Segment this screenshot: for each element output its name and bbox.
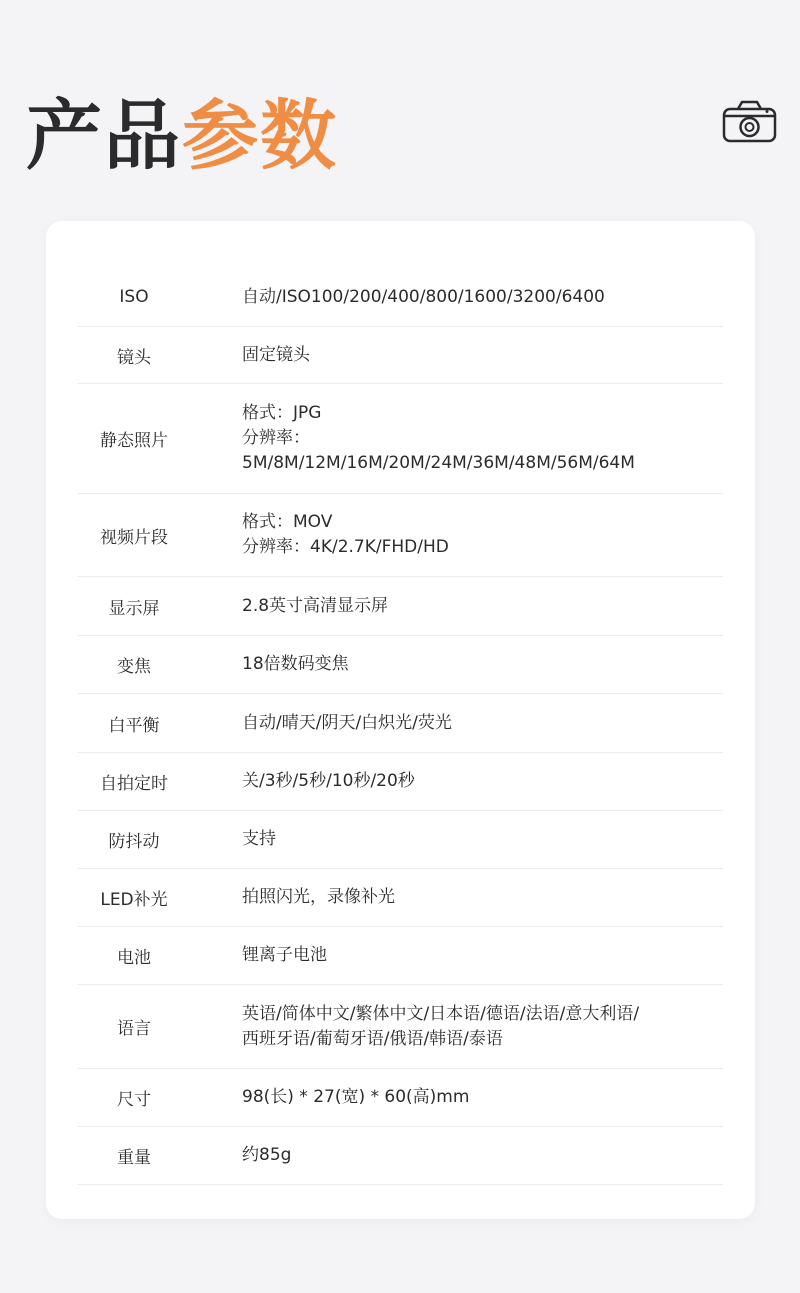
spec-row-led (78, 869, 723, 927)
spec-value-line: 拍照闪光，录像补光 (242, 887, 395, 907)
page-title (26, 88, 338, 184)
spec-value-line: 分辨率：4K/2.7K/FHD/HD (242, 537, 449, 557)
spec-label: 重量 (117, 1148, 151, 1168)
spec-value (242, 1085, 723, 1110)
spec-label: 防抖动 (108, 832, 160, 852)
spec-value (242, 943, 723, 968)
spec-row-self-timer (78, 753, 723, 811)
spec-row-stabilization (78, 811, 723, 869)
spec-row-photo (78, 384, 723, 494)
camera-icon (722, 99, 777, 144)
spec-value-line: 5M/8M/12M/16M/20M/24M/36M/48M/56M/64M (242, 453, 635, 473)
spec-row-iso (78, 268, 723, 327)
page-title-part2: 参数 (182, 91, 338, 180)
spec-value (242, 827, 723, 852)
spec-value-line: 分辨率： (242, 428, 310, 448)
spec-label: 变焦 (117, 657, 151, 677)
page-title-part1: 产品 (26, 91, 182, 180)
spec-value (242, 769, 723, 794)
spec-label: 语言 (117, 1019, 151, 1039)
spec-value (242, 885, 723, 910)
spec-label: 静态照片 (100, 431, 168, 451)
spec-value (242, 1143, 723, 1168)
spec-value-line: 2.8英寸高清显示屏 (242, 595, 389, 616)
spec-value (242, 711, 723, 736)
spec-value (242, 343, 723, 368)
spec-label: ISO (119, 287, 149, 307)
spec-row-display (78, 577, 723, 636)
spec-row-video (78, 494, 723, 577)
spec-row-zoom (78, 636, 723, 694)
spec-row-white-balance (78, 694, 723, 753)
spec-value (242, 285, 723, 310)
spec-row-language (78, 985, 723, 1069)
spec-card (46, 221, 755, 1219)
spec-value-line: 自动/ISO100/200/400/800/1600/3200/6400 (242, 286, 605, 307)
spec-value-line: 锂离子电池 (242, 945, 327, 965)
spec-value-line: 18倍数码变焦 (242, 654, 349, 674)
spec-label: 白平衡 (108, 715, 160, 736)
spec-label: LED补光 (100, 890, 168, 910)
spec-value-line: 98(长) * 27(宽) * 60(高)mm (242, 1087, 470, 1107)
spec-row-lens (78, 327, 723, 384)
spec-value (242, 510, 723, 560)
spec-row-weight (78, 1127, 723, 1185)
spec-value-line: 英语/简体中文/繁体中文/日本语/德语/法语/意大利语/ (242, 1003, 640, 1024)
spec-label: 镜头 (117, 347, 151, 368)
spec-value-line: 关/3秒/5秒/10秒/20秒 (242, 771, 415, 791)
spec-label: 电池 (117, 948, 151, 968)
spec-value (242, 1002, 723, 1052)
spec-label: 视频片段 (100, 527, 168, 548)
spec-label: 尺寸 (117, 1090, 151, 1110)
spec-row-battery (78, 927, 723, 985)
spec-value-line: 格式：JPG (242, 403, 322, 423)
spec-value (242, 594, 723, 619)
spec-row-size (78, 1069, 723, 1127)
spec-value-line: 支持 (242, 829, 276, 849)
spec-label: 显示屏 (108, 598, 160, 619)
spec-value-line: 格式：MOV (242, 512, 333, 532)
spec-table (78, 268, 723, 1185)
spec-value-line: 固定镜头 (242, 344, 310, 365)
spec-value-line: 约85g (242, 1145, 292, 1165)
spec-value (242, 652, 723, 677)
spec-value (242, 401, 723, 476)
spec-value-line: 西班牙语/葡萄牙语/俄语/韩语/泰语 (242, 1028, 503, 1049)
spec-label: 自拍定时 (100, 774, 168, 794)
spec-value-line: 自动/晴天/阴天/白炽光/荧光 (242, 712, 452, 733)
